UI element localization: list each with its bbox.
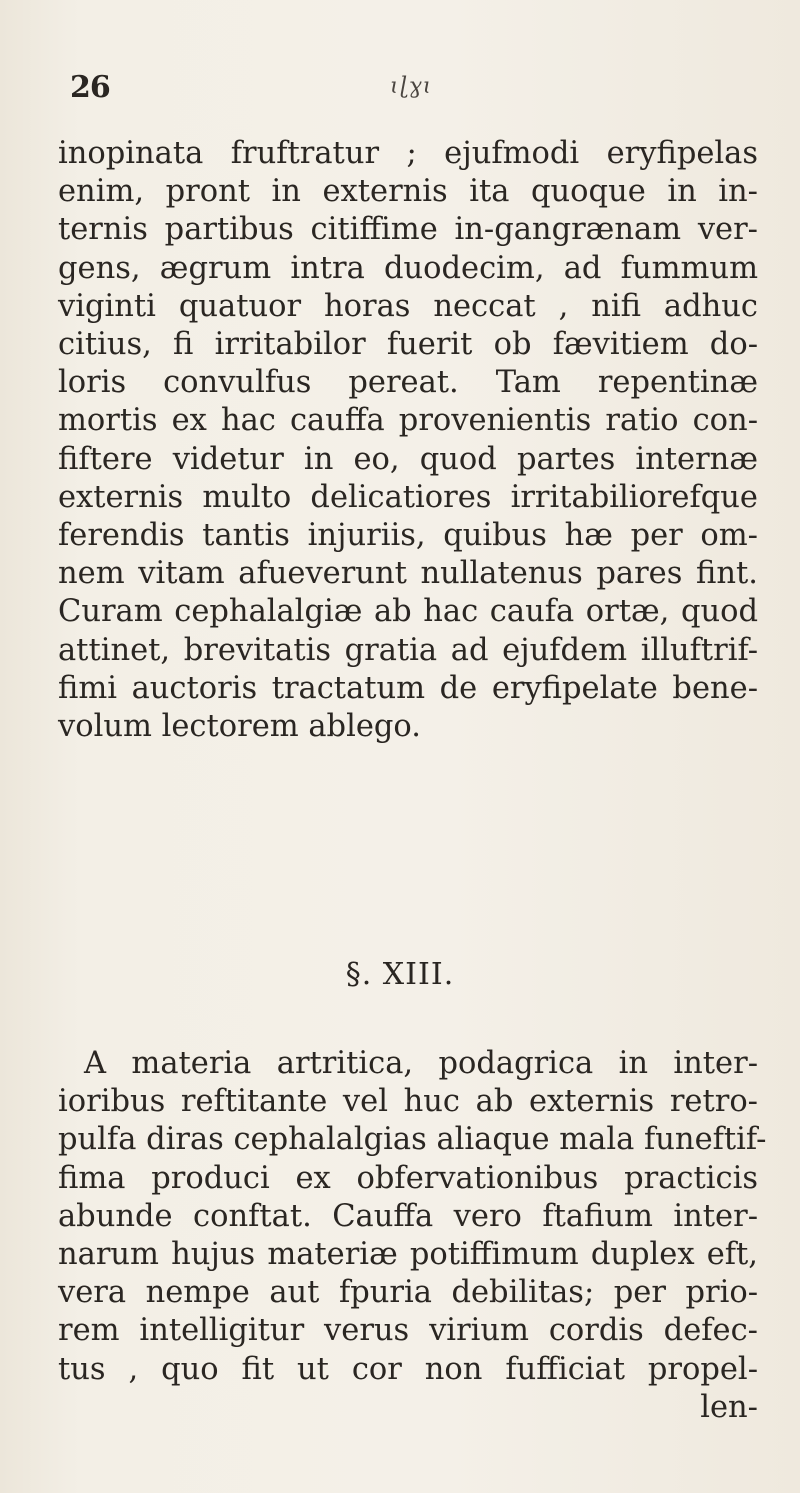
text-line: loris convulfus pereat. Tam repentinæ xyxy=(58,365,758,401)
text-line: nem vitam afueverunt nullatenus pares fint. xyxy=(58,556,758,592)
text-line: pulfa diras cephalalgias aliaque mala funeftif- xyxy=(58,1122,767,1158)
text-line: vera nempe aut fpuria debilitas; per prio- xyxy=(58,1275,758,1311)
text-line: ternis partibus citiffime in-gangrænam ver- xyxy=(58,212,758,248)
text-line: gens, ægrum intra duodecim, ad fummum xyxy=(58,250,758,286)
page-number: 26 xyxy=(70,70,110,105)
text-line: A materia artritica, podagrica in inter- xyxy=(84,1046,758,1081)
text-line: volum lectorem ablego. xyxy=(58,709,421,745)
text-line: ferendis tantis injuriis, quibus hæ per om- xyxy=(58,518,758,554)
text-line: fima produci ex obfervationibus practicis xyxy=(58,1160,758,1196)
text-line: Curam cephalalgiæ ab hac caufa ortæ, quod xyxy=(58,594,758,630)
paragraph-2 xyxy=(58,1045,767,1427)
text-line: citius, fi irritabilor fuerit ob fævitiem do- xyxy=(58,327,758,363)
text-line: mortis ex hac cauffa provenientis ratio con- xyxy=(58,403,758,439)
signature-mark: ɩɭɣɩ xyxy=(390,74,433,99)
section-heading: §. XIII. xyxy=(345,957,455,992)
text-line: fiftere videtur in eo, quod partes internæ xyxy=(58,441,758,477)
text-line: tus , quo fit ut cor non fufficiat propel- xyxy=(58,1351,758,1387)
text-line: abunde conftat. Cauffa vero ftafium inter- xyxy=(58,1198,758,1234)
text-line: fimi auctoris tractatum de eryfipelate bene- xyxy=(58,670,758,706)
text-line: viginti quatuor horas neccat , nifi adhuc xyxy=(58,288,758,324)
text-line: narum hujus materiæ potiffimum duplex eft, xyxy=(58,1237,758,1273)
text-line: attinet, brevitatis gratia ad ejufdem illuftrif- xyxy=(58,632,758,668)
paragraph-1 xyxy=(58,135,758,746)
catchword: len- xyxy=(700,1389,758,1425)
page-header xyxy=(60,70,760,110)
text-line: externis multo delicatiores irritabiliorefque xyxy=(58,479,758,515)
text-line: inopinata fruftratur ; ejufmodi eryfipelas xyxy=(58,136,758,171)
text-line: rem intelligitur verus virium cordis defec- xyxy=(58,1313,758,1349)
text-line: ioribus reftitante vel huc ab externis retro- xyxy=(58,1084,758,1120)
text-line: enim, pront in externis ita quoque in in- xyxy=(58,174,758,210)
